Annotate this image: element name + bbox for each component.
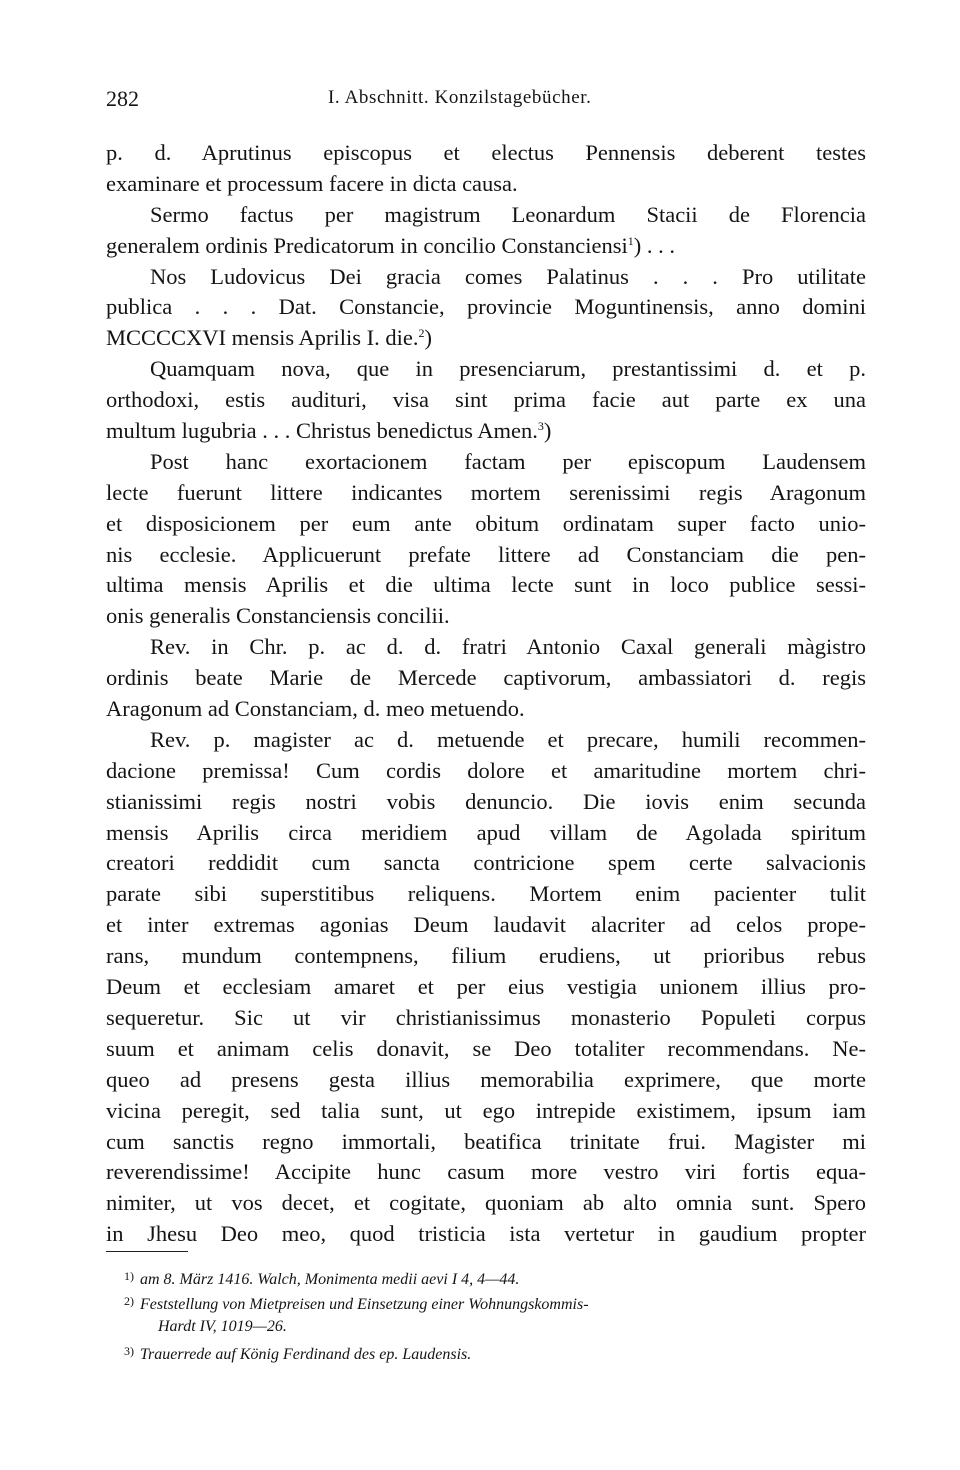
- page-number: 282: [106, 86, 139, 111]
- text-segment: generalem ordinis Predicatorum in concilio Constanciensi: [106, 232, 628, 258]
- text-line: reverendissime! Accipite hunc casum more vestro viri fortis equa-: [106, 1159, 866, 1185]
- text-line: nis ecclesie. Applicuerunt prefate littere ad Constanciam die pen-: [106, 541, 866, 567]
- text-line: [106, 416, 866, 447]
- text-line: mensis Aprilis circa meridiem apud villam de Agolada spiritum: [106, 819, 866, 845]
- text-line: et inter extremas agonias Deum laudavit alacriter ad celos prope-: [106, 912, 866, 938]
- text-line: ultima mensis Aprilis et die ultima lecte sunt in loco publice sessi-: [106, 572, 866, 598]
- text-segment: MCCCCXVI mensis Aprilis I. die.: [106, 325, 419, 351]
- footnote-3: [124, 1339, 866, 1364]
- footnote-text: am 8. März 1416. Walch, Monimenta medii aevi I 4, 4—44.: [140, 1271, 520, 1288]
- text-line: dacione premissa! Cum cordis dolore et amaritudine mortem chri-: [106, 757, 866, 783]
- footnote-mark: 2): [124, 1294, 134, 1308]
- text-line: suum et animam celis donavit, se Deo totaliter recommendans. Ne-: [106, 1035, 866, 1061]
- footnote-text: Hardt IV, 1019—26.: [158, 1318, 287, 1335]
- footnote-ref-1: 1: [627, 233, 634, 248]
- text-line: examinare et processum facere in dicta causa.: [106, 170, 518, 196]
- footnote-2-continued: [124, 1314, 866, 1339]
- text-line: orthodoxi, estis audituri, visa sint prima facie aut parte ex una: [106, 387, 866, 413]
- footnote-text: Feststellung von Mietpreisen und Einsetzung einer Wohnungskommis-: [140, 1296, 589, 1313]
- text-line: queo ad presens gesta illius memorabilia exprimere, que morte: [106, 1066, 866, 1092]
- text-line: onis generalis Constanciensis concilii.: [106, 603, 450, 629]
- text-line: [106, 231, 866, 262]
- text-line: Rev. in Chr. p. ac d. d. fratri Antonio Caxal generali màgistro: [150, 634, 866, 660]
- text-line: Nos Ludovicus Dei gracia comes Palatinus . . . Pro utilitate: [150, 263, 866, 289]
- text-line: lecte fuerunt littere indicantes mortem serenissimi regis Aragonum: [106, 479, 866, 505]
- text-line: cum sanctis regno immortali, beatifica trinitate frui. Magister mi: [106, 1128, 866, 1154]
- text-line: [106, 323, 866, 354]
- text-segment: multum lugubria . . . Christus benedictus Amen.: [106, 418, 538, 444]
- text-line: sequeretur. Sic ut vir christianissimus monasterio Populeti corpus: [106, 1004, 866, 1030]
- text-line: parate sibi superstitibus reliquens. Mortem enim pacienter tulit: [106, 881, 866, 907]
- text-line: Deum et ecclesiam amaret et per eius vestigia unionem illius pro-: [106, 974, 866, 1000]
- body-text: [106, 138, 866, 1250]
- text-line: Post hanc exortacionem factam per episcopum Laudensem: [150, 448, 866, 474]
- text-line: rans, mundum contempnens, filium erudiens, ut prioribus rebus: [106, 943, 866, 969]
- text-line: in Jhesu Deo meo, quod tristicia ista vertetur in gaudium propter: [106, 1221, 866, 1247]
- footnote-mark: 3): [124, 1344, 134, 1358]
- running-head-title: I. Abschnitt. Konzilstagebücher.: [328, 87, 592, 108]
- footnotes: [124, 1264, 866, 1364]
- footnote-divider: [106, 1251, 188, 1252]
- footnote-mark: 1): [124, 1269, 134, 1283]
- text-line: ordinis beate Marie de Mercede captivorum, ambassiatori d. regis: [106, 665, 866, 691]
- footnote-ref-3: 3: [537, 419, 544, 434]
- footnote-text: Trauerrede auf König Ferdinand des ep. Laudensis.: [140, 1346, 472, 1363]
- footnote-1: [124, 1264, 866, 1289]
- text-line: Rev. p. magister ac d. metuende et precare, humili recommen-: [150, 726, 866, 752]
- text-line: creatori reddidit cum sancta contricione spem certe salvacionis: [106, 850, 866, 876]
- running-head: [106, 86, 866, 116]
- text-line: et disposicionem per eum ante obitum ordinatam super facto unio-: [106, 510, 866, 536]
- text-segment: ): [543, 418, 552, 444]
- text-line: Quamquam nova, que in presenciarum, prestantissimi d. et p.: [150, 356, 866, 382]
- text-segment: ) . . .: [633, 232, 675, 258]
- footnote-2: [124, 1289, 866, 1314]
- text-line: vicina peregit, sed talia sunt, ut ego intrepide existimem, ipsum iam: [106, 1097, 866, 1123]
- text-segment: ): [424, 325, 433, 351]
- text-line: stianissimi regis nostri vobis denuncio. Die iovis enim secunda: [106, 788, 866, 814]
- text-line: p. d. Aprutinus episcopus et electus Pennensis deberent testes: [106, 140, 866, 165]
- footnote-ref-2: 2: [418, 326, 425, 341]
- text-line: Sermo factus per magistrum Leonardum Stacii de Florencia: [150, 201, 866, 227]
- text-line: nimiter, ut vos decet, et cogitate, quoniam ab alto omnia sunt. Spero: [106, 1190, 866, 1216]
- text-line: Aragonum ad Constanciam, d. meo metuendo.: [106, 696, 525, 722]
- text-line: publica . . . Dat. Constancie, provincie Moguntinensis, anno domini: [106, 294, 866, 320]
